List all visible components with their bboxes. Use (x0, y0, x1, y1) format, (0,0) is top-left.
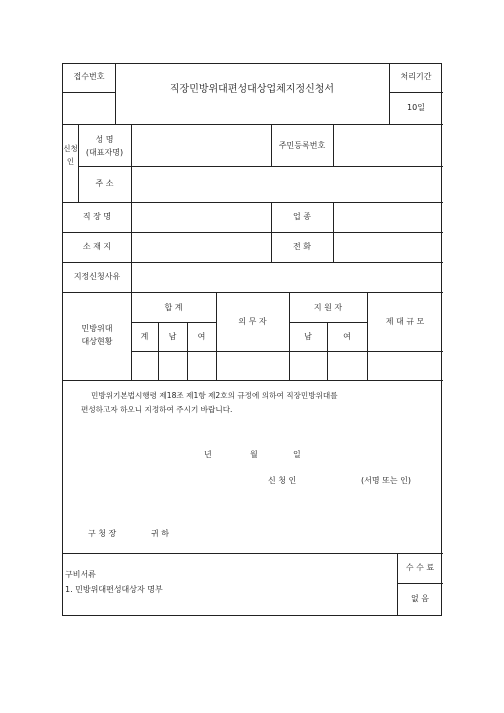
divider (131, 322, 216, 323)
divider (397, 583, 443, 584)
divider (389, 92, 443, 93)
total-female-label: 여 (197, 332, 206, 341)
volunteer-female-label: 여 (343, 332, 351, 341)
divider (63, 92, 115, 93)
business-type-label: 업 종 (293, 212, 311, 221)
resident-number-label: 주민등록번호 (278, 141, 326, 150)
name-sub-label: (대표자명) (85, 148, 124, 157)
divider (131, 124, 132, 262)
divider (131, 351, 443, 352)
date-year-label: 년 (204, 450, 212, 459)
required-document-item: 1. 민방위대편성대상자 명부 (65, 585, 163, 594)
status-section-label-line1: 민방위대 (81, 324, 113, 333)
volunteer-male-label: 남 (304, 332, 312, 341)
address-label: 주 소 (95, 179, 114, 188)
divider (63, 124, 443, 125)
divider (63, 292, 443, 293)
applicant-section-label: 신청인 (63, 144, 78, 166)
divider (63, 232, 443, 233)
receipt-number-label: 접수번호 (73, 72, 105, 81)
volunteer-label: 지 원 자 (313, 303, 343, 312)
divider (289, 322, 367, 323)
date-month-label: 월 (250, 450, 258, 459)
honorific-label: 귀 하 (151, 529, 169, 538)
district-head-label: 구 청 장 (88, 529, 117, 538)
location-label: 소 재 지 (82, 242, 112, 251)
divider (78, 166, 443, 167)
fee-value: 없 음 (411, 594, 429, 603)
statement-line-1: 민방위기본법시행령 제18조 제1항 제2호의 규정에 의하여 직장민방위대를 (91, 391, 338, 400)
total-sum-label: 계 (140, 332, 149, 341)
processing-period-label: 처리기간 (400, 72, 432, 81)
applicant-sign-label: 신 청 인 (268, 476, 297, 485)
total-label: 합 계 (164, 303, 183, 312)
application-form (62, 63, 442, 616)
workplace-name-label: 직 장 명 (82, 212, 112, 221)
sign-or-seal-label: (서명 또는 인) (361, 476, 411, 485)
reason-label: 지정신청사유 (73, 272, 121, 281)
duty-label: 의 무 자 (238, 317, 267, 326)
fee-label: 수 수 료 (405, 563, 435, 572)
required-documents-label: 구비서류 (65, 570, 96, 579)
statement-line-2: 편성하고자 하오니 지정하여 주시기 바랍니다. (81, 405, 233, 414)
divider (216, 292, 217, 380)
divider (333, 124, 334, 166)
status-section-label-line2: 대상현황 (81, 337, 113, 346)
divider (63, 262, 443, 263)
processing-period-value: 10일 (407, 103, 425, 112)
name-label: 성 명 (95, 135, 114, 144)
divider (63, 202, 443, 203)
exempt-scale-label: 제 대 규 모 (385, 317, 425, 326)
form-title: 직장민방위대편성대상업체지정신청서 (169, 84, 335, 95)
divider (63, 380, 443, 381)
divider (131, 262, 132, 292)
divider (63, 553, 443, 554)
divider (367, 292, 368, 380)
phone-label: 전 화 (293, 242, 311, 251)
date-day-label: 일 (293, 450, 301, 459)
total-male-label: 남 (168, 332, 177, 341)
